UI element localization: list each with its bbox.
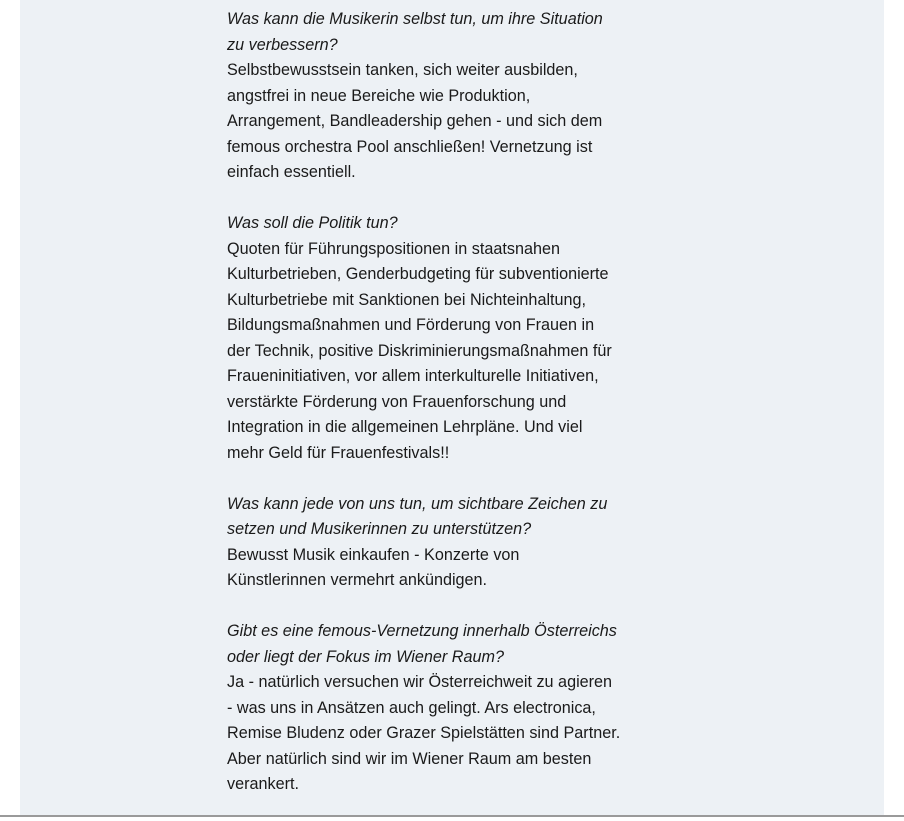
answer (227, 670, 677, 798)
question-line: Was kann die Musikerin selbst tun, um ihre Situation (227, 10, 603, 28)
answer-line: der Technik, positive Diskriminierungsmaßnahmen für (227, 341, 612, 360)
question (227, 211, 677, 237)
answer-line: Remise Bludenz oder Grazer Spielstätten sind Partner. (227, 724, 621, 742)
answer-line: Aber natürlich sind wir im Wiener Raum am besten (227, 749, 592, 768)
question-line: Was soll die Politik tun? (227, 214, 398, 232)
qa-section (227, 7, 677, 186)
answer-line: Quoten für Führungspositionen in staatsnahen (227, 239, 560, 258)
answer-line: Arrangement, Bandleadership gehen - und sich dem (227, 112, 603, 130)
answer-line: Bildungsmaßnahmen und Förderung von Frauen in (227, 316, 595, 334)
answer-line: femous orchestra Pool anschließen! Vernetzung ist (227, 137, 593, 156)
answer (227, 543, 677, 594)
qa-section (227, 619, 677, 798)
question (227, 7, 677, 58)
answer-line: mehr Geld für Frauenfestivals!! (227, 443, 450, 462)
answer-line: Integration in die allgemeinen Lehrpläne. Und viel (227, 418, 583, 436)
answer-line: Kulturbetrieben, Genderbudgeting für subventionierte (227, 265, 609, 283)
question-line: setzen und Musikerinnen zu unterstützen? (227, 520, 532, 538)
qa-section (227, 211, 677, 466)
question-line: zu verbessern? (227, 35, 338, 54)
answer-line: - was uns in Ansätzen auch gelingt. Ars electronica, (227, 698, 596, 717)
answer (227, 237, 677, 467)
answer-line: verstärkte Förderung von Frauenforschung und (227, 392, 567, 411)
answer-line: Selbstbewusstsein tanken, sich weiter ausbilden, (227, 61, 578, 79)
question-line: oder liegt der Fokus im Wiener Raum? (227, 647, 504, 666)
interview-article (227, 7, 677, 821)
answer-line: Ja - natürlich versuchen wir Österreichweit zu agieren (227, 673, 613, 691)
answer-line: Kulturbetriebe mit Sanktionen bei Nichteinhaltung, (227, 290, 587, 309)
qa-section (227, 492, 677, 594)
question (227, 492, 677, 543)
question-line: Gibt es eine femous-Vernetzung innerhalb Österreichs (227, 622, 617, 640)
answer (227, 58, 677, 186)
question-line: Was kann jede von uns tun, um sichtbare Zeichen zu (227, 494, 608, 513)
answer-line: Künstlerinnen vermehrt ankündigen. (227, 571, 488, 589)
answer-line: Fraueninitiativen, vor allem interkulturelle Initiativen, (227, 367, 599, 385)
question (227, 619, 677, 670)
answer-line: einfach essentiell. (227, 163, 356, 181)
answer-line: angstfrei in neue Bereiche wie Produktion, (227, 86, 531, 105)
answer-line: Bewusst Musik einkaufen - Konzerte von (227, 545, 520, 564)
answer-line: verankert. (227, 775, 299, 793)
